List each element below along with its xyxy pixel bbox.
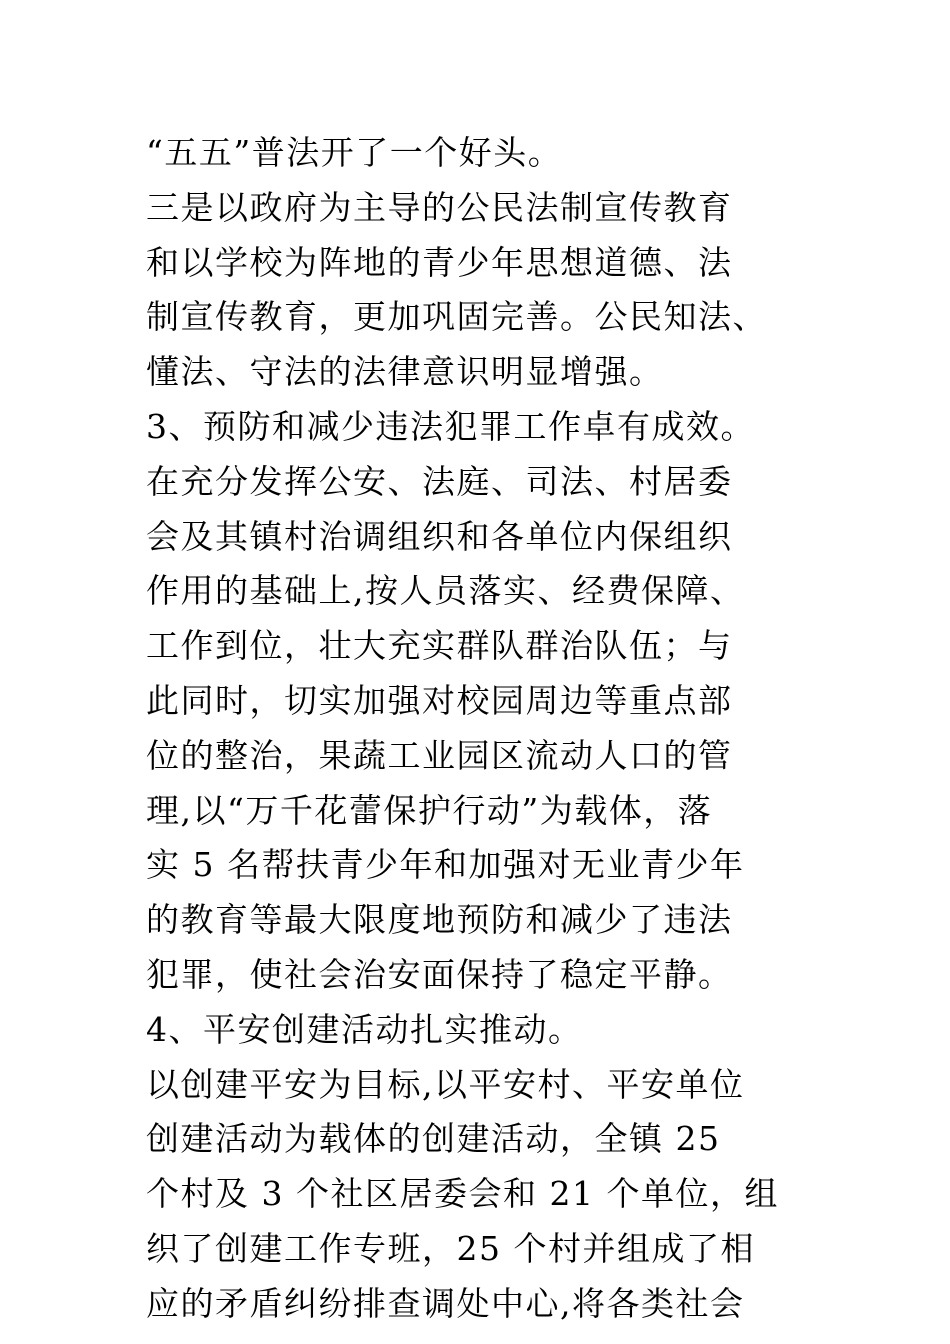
body-text: [146, 126, 946, 1332]
text-line: 理,以“万千花蕾保护行动”为载体，落: [146, 790, 713, 830]
text-line: 会及其镇村治调组织和各单位内保组织: [146, 516, 733, 556]
text-line: 制宣传教育，更加巩固完善。公民知法、: [146, 297, 767, 337]
text-line: 犯罪，使社会治安面保持了稳定平静。: [146, 954, 733, 994]
text-line: 在充分发挥公安、法庭、司法、村居委: [146, 461, 733, 501]
text-line: 懂法、守法的法律意识明显增强。: [146, 352, 664, 392]
text-line: 作用的基础上,按人员落实、经费保障、: [146, 571, 745, 611]
text-line: 织了创建工作专班，25 个村并组成了相: [146, 1228, 755, 1268]
text-line: 的教育等最大限度地预防和减少了违法: [146, 900, 733, 940]
text-line: 和以学校为阵地的青少年思想道德、法: [146, 242, 733, 282]
text-line: 工作到位，壮大充实群队群治队伍；与: [146, 626, 733, 666]
text-line: 以创建平安为目标,以平安村、平安单位: [146, 1064, 745, 1104]
section-heading-4: 4、平安创建活动扎实推动。: [146, 1009, 583, 1049]
text-line: 实 5 名帮扶青少年和加强对无业青少年: [146, 845, 745, 885]
text-line: 应的矛盾纠纷排查调处中心,将各类社会: [146, 1283, 745, 1323]
text-line: 此同时，切实加强对校园周边等重点部: [146, 680, 733, 720]
text-line: 个村及 3 个社区居委会和 21 个单位，组: [146, 1174, 779, 1214]
text-line: 创建活动为载体的创建活动，全镇 25: [146, 1119, 721, 1159]
text-line: 三是以政府为主导的公民法制宣传教育: [146, 187, 733, 227]
section-heading-3: 3、预防和减少违法犯罪工作卓有成效。: [146, 406, 755, 446]
text-line: “五五”普法开了一个好头。: [146, 133, 563, 172]
text-line: 位的整治，果蔬工业园区流动人口的管: [146, 735, 733, 775]
